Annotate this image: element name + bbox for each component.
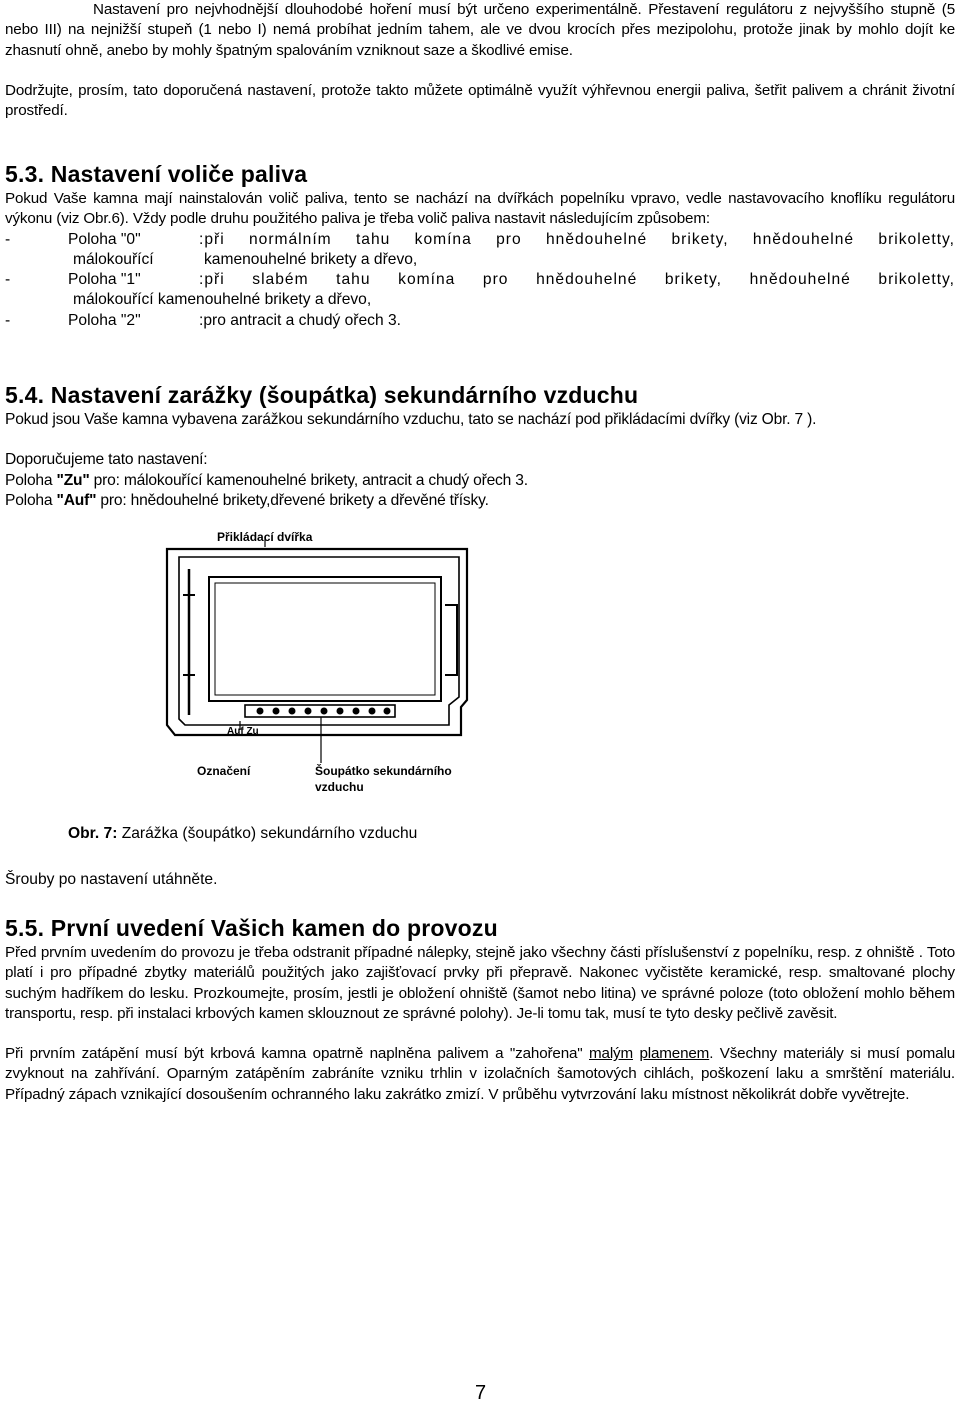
caption-text: Zarážka (šoupátko) sekundárního vzduchu: [117, 825, 418, 842]
section-5-4-title: 5.4. Nastavení zarážky (šoupátka) sekundárního vzduchu: [5, 382, 639, 408]
section-5-5-title: 5.5. První uvedení Vašich kamen do provozu: [5, 915, 498, 941]
slider-hole: [384, 708, 391, 715]
door-latch: [445, 605, 457, 675]
section-5-4-body: Pokud jsou Vaše kamna vybavena zarážkou sekundárního vzduchu, tato se nachází pod přikládacími dvířky (viz Obr. 7 ).: [5, 411, 817, 428]
setting-auf-prefix: Poloha: [5, 491, 57, 509]
option-description: :při normálním tahu komína pro hnědouhelné brikety, hnědouhelné brikoletty,: [199, 230, 955, 248]
section-5-3-body: Pokud Vaše kamna mají nainstalován volič paliva, tento se nachází na dvířkách popelníku vpravo, vedle nastavovacího knoflíku regulátoru výkonu (viz Obr.6). Vždy podle druhu použitého paliva je třeba volič paliva nastavit následujícím způsobem:: [5, 190, 955, 228]
section-5-3: [5, 161, 955, 331]
option-continuation-a: málokouřící: [73, 250, 154, 268]
setting-auf-label: "Auf": [56, 491, 97, 509]
slider-holes: [257, 708, 391, 715]
slider-hole: [305, 708, 312, 715]
label-slider-2: vzduchu: [315, 780, 364, 794]
option-continuation-b: kamenouhelné brikety a dřevo,: [204, 250, 418, 268]
door-inner-frame: [179, 557, 459, 725]
caption-prefix: Obr. 7:: [68, 825, 118, 842]
fuel-option-0: [5, 230, 955, 271]
setting-auf: [5, 491, 955, 511]
slider-hole: [321, 708, 328, 715]
section-5-3-title: 5.3. Nastavení voliče paliva: [5, 161, 308, 187]
door-window: [209, 577, 441, 701]
figure-caption: [68, 825, 417, 843]
body2-underlined-1: malým: [589, 1045, 633, 1063]
option-description: :pro antracit a chudý ořech 3.: [199, 311, 401, 329]
option-description: :při slabém tahu komína pro hnědouhelné brikety, hnědouhelné brikoletty,: [199, 271, 955, 289]
option-name: Poloha "2": [68, 311, 141, 329]
setting-zu-prefix: Poloha: [5, 471, 57, 489]
section-5-5-body1: Před prvním uvedením do provozu je třeba odstranit případné nálepky, stejně jako všechny části příslušenství z popelníku, resp. z ohniště . Toto platí i pro případné zbytky materiálů použitých jako zajišťovací prvky při přepravě. Nakonec vyčistěte keramické, resp. smaltované plochy suchým hadříkem do lesku. Prozkoumejte, prosím, jestli je obložení ohniště (šamot nebo litina) ve správné poloze (toto obložení mohlo během transportu, resp. při instalaci krbových kamen sklouznout ze správné polohy). Je-li tomu tak, musí te tyto desky pečlivě zavěsit.: [5, 944, 955, 1022]
setting-auf-text: pro: hnědouhelné brikety,dřevené brikety a dřevěné třísky.: [96, 491, 489, 509]
setting-zu: [5, 471, 955, 491]
option-continuation-a: málokouřící kamenouhelné brikety a dřevo,: [73, 291, 372, 309]
intro-section: [5, 0, 955, 121]
recommendation-paragraph: Dodržujte, prosím, tato doporučená nastavení, protože takto můžete optimálně využít výhřevnou energii paliva, šetřit palivem a chránit životní prostředí.: [5, 81, 955, 120]
slider-hole: [369, 708, 376, 715]
option-dash: -: [5, 311, 11, 329]
section-5-5: [5, 915, 955, 1105]
slider-hole: [337, 708, 344, 715]
option-name: Poloha "0": [68, 230, 141, 248]
option-name: Poloha "1": [68, 271, 141, 289]
slider-hole: [353, 708, 360, 715]
section-5-5-body2: [5, 1044, 955, 1105]
door-window-inner: [215, 583, 435, 695]
page-number: 7: [475, 1382, 487, 1404]
fuel-option-1: [5, 270, 955, 311]
setting-zu-label: "Zu": [56, 471, 90, 489]
setting-zu-text: pro: málokouřící kamenouhelné brikety, antracit a chudý ořech 3.: [89, 471, 528, 489]
body2-start: Při prvním zatápění musí být krbová kamna opatrně naplněna palivem a "zahořena": [5, 1045, 590, 1063]
body2-end: . Všechny materiály si musí pomalu zvyknout na zahřívání. Oparným zatápěním zabráníte vzniku trhlin v izolačních šamotových cihlách, poškození laku a smrštění materiálu. Případný zápach vznikající dosoušením ochranného laku zakrátko zmizí. V průběhu vytvrzování laku místnost několikrát dobře vyvětrejte.: [5, 1045, 955, 1103]
screws-note: Šrouby po nastavení utáhněte.: [5, 871, 218, 888]
figure-7: [145, 525, 490, 805]
label-marking: Označení: [197, 764, 251, 778]
slider-hole: [273, 708, 280, 715]
section-5-4: [5, 382, 955, 511]
recommend-heading: Doporučujeme tato nastavení:: [5, 451, 208, 469]
label-loading-door: Přikládací dvířka: [217, 530, 313, 544]
intro-paragraph: Nastavení pro nejvhodnější dlouhodobé hoření musí být určeno experimentálně. Přestavení regulátoru z nejvyššího stupně (5 nebo III) na nejnižší stupeň (1 nebo I) nemá probíhat jedním tahem, ale ve dvou krocích přes mezipolohu, protože jinak by mohlo dojít ke zhasnutí ohně, anebo by mohly špatným spalováním vzniknout saze a škodlivé emise.: [5, 1, 955, 59]
stove-door-diagram: [145, 525, 490, 805]
slider-hole: [257, 708, 264, 715]
label-auf-zu: Auf Zu: [227, 726, 259, 737]
slider-hole: [289, 708, 296, 715]
fuel-option-2: [5, 311, 955, 331]
option-dash: -: [5, 271, 11, 289]
option-dash: -: [5, 230, 11, 248]
label-slider-1: Šoupátko sekundárního: [315, 764, 452, 778]
body2-underlined-2: plamenem: [639, 1045, 710, 1063]
